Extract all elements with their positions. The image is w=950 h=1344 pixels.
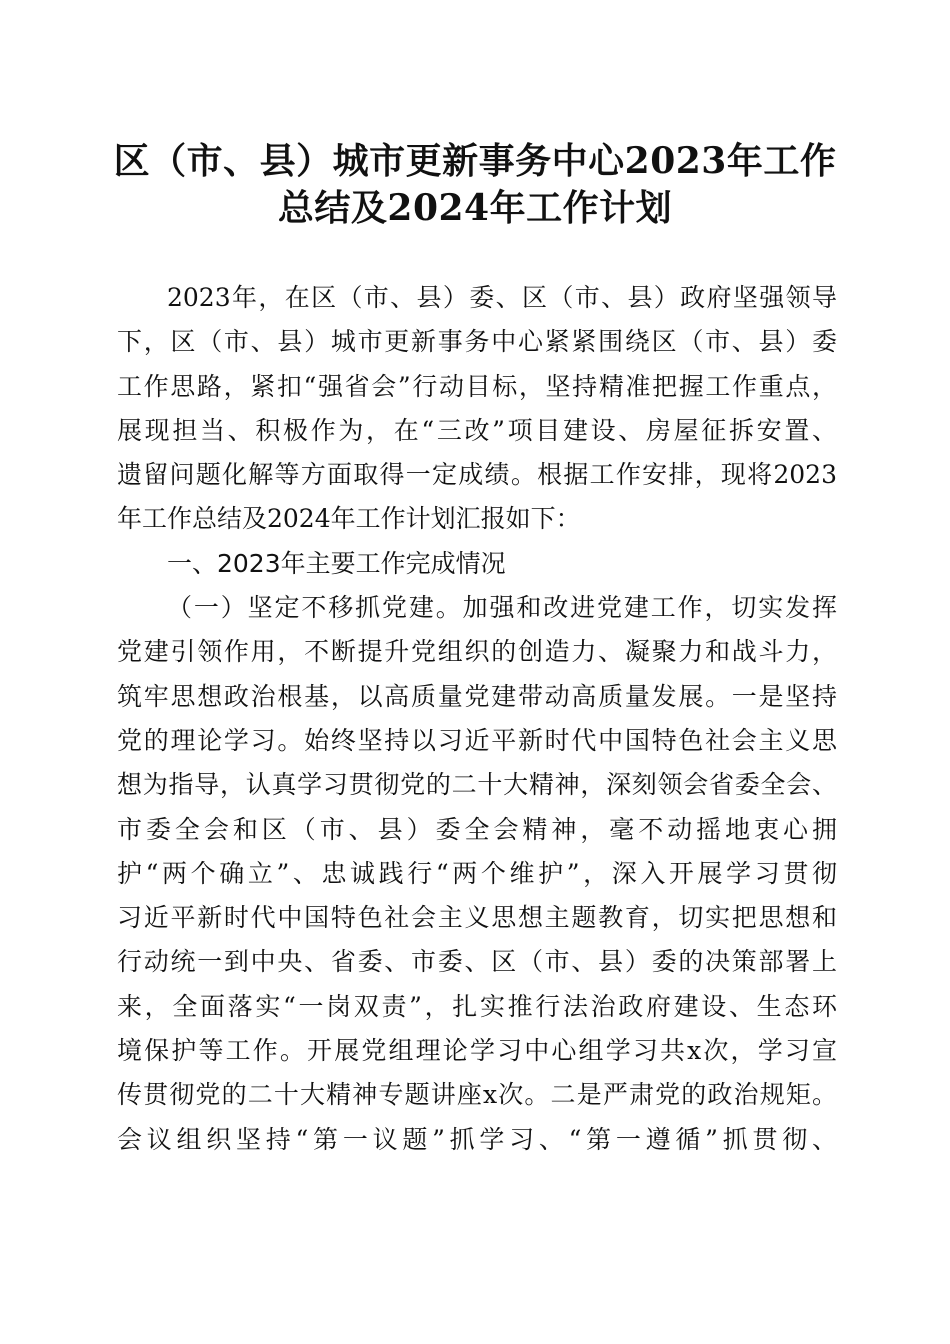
intro-line: 工作思路，紧扣“强省会”行动目标，坚持精准把握工作重点，	[117, 371, 837, 401]
subsection-first-line-text: 加强和改进党建工作，切实发挥	[462, 593, 837, 623]
body-line: 来，全面落实“一岗双责”，扎实推行法治政府建设、生态环	[117, 991, 837, 1021]
body-line: 传贯彻党的二十大精神专题讲座x次。二是严肃党的政治规矩。	[117, 1080, 837, 1110]
body-line: 行动统一到中央、省委、市委、区（市、县）委的决策部署上	[117, 947, 837, 977]
intro-line: 2023年，在区（市、县）委、区（市、县）政府坚强领导	[167, 283, 837, 312]
title-line-2: 总结及2024年工作计划	[277, 187, 673, 229]
intro-line: 年工作总结及2024年工作计划汇报如下：	[117, 504, 581, 534]
document-title	[100, 138, 850, 232]
body-line: 党建引领作用，不断提升党组织的创造力、凝聚力和战斗力，	[117, 637, 837, 667]
body-line: 党的理论学习。始终坚持以习近平新时代中国特色社会主义思	[117, 725, 837, 755]
body-line: 会议组织坚持“第一议题”抓学习、“第一遵循”抓贯彻、	[117, 1124, 837, 1154]
intro-line: 下，区（市、县）城市更新事务中心紧紧围绕区（市、县）委	[117, 327, 837, 357]
body-line: 想为指导，认真学习贯彻党的二十大精神，深刻领会省委全会、	[117, 770, 837, 800]
body-line: 习近平新时代中国特色社会主义思想主题教育，切实把思想和	[117, 903, 837, 933]
intro-line: 遗留问题化解等方面取得一定成绩。根据工作安排，现将2023	[117, 460, 837, 490]
subsection-first-line	[117, 586, 837, 630]
body-line: 护“两个确立”、忠诚践行“两个维护”，深入开展学习贯彻	[117, 858, 837, 888]
body-line: 市委全会和区（市、县）委全会精神，毫不动摇地衷心拥	[117, 814, 837, 844]
section-heading: 一、2023年主要工作完成情况	[167, 548, 506, 578]
subsection-heading: （一）坚定不移抓党建。	[167, 593, 463, 623]
document-body	[117, 276, 837, 1162]
title-line-1: 区（市、县）城市更新事务中心2023年工作	[113, 140, 837, 182]
body-line: 境保护等工作。开展党组理论学习中心组学习共x次，学习宣	[117, 1036, 837, 1066]
intro-line: 展现担当、积极作为，在“三改”项目建设、房屋征拆安置、	[117, 415, 837, 445]
body-line: 筑牢思想政治根基，以高质量党建带动高质量发展。一是坚持	[117, 681, 837, 711]
